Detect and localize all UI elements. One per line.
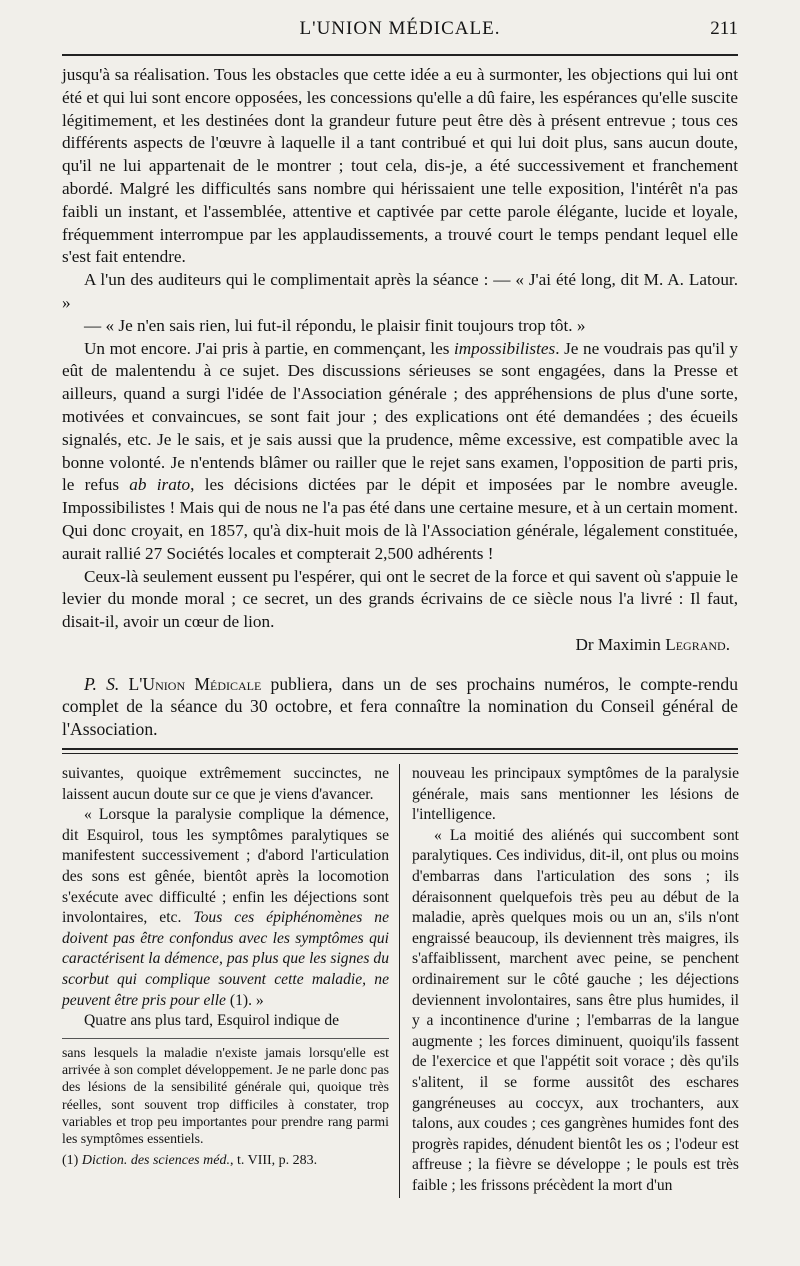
column-rule bbox=[399, 764, 400, 1198]
footnote-number: (1) bbox=[62, 1152, 79, 1168]
running-header bbox=[62, 18, 738, 46]
paragraph: — « Je n'en sais rien, lui fut-il répondu, le plaisir finit toujours trop tôt. » bbox=[84, 315, 586, 335]
citation-title: Diction. des sciences méd. bbox=[81, 1152, 230, 1168]
ps-text: publiera, dans un de ses prochains numéros, le compte-rendu complet de la séance du 30 octobre, et fera connaître la nomination du Conseil général de l'Association. bbox=[62, 673, 738, 739]
emphasis: impossibilistes bbox=[453, 338, 556, 358]
ps-journal-name: L'Union Médicale bbox=[128, 673, 262, 694]
right-column bbox=[412, 764, 739, 1196]
footnote-reference bbox=[62, 1152, 389, 1169]
left-column bbox=[62, 764, 389, 1169]
paragraph: Quatre ans plus tard, Esquirol indique de bbox=[84, 1012, 340, 1030]
paragraph bbox=[62, 338, 738, 566]
footnote-continuation: sans lesquels la maladie n'existe jamais lorsqu'elle est arrivée à son complet développement. Je ne parle donc pas des lésions de la sensibilité générale qui, quoique très réelles, sont souvent trop difficiles à constater, trop variables et trop peu importantes pour prendre rang parmi les symptômes essentiels. bbox=[62, 1044, 389, 1147]
paragraph: suivantes, quoique extrêmement succinctes, ne laissent aucun doute sur ce que je viens d'avancer. bbox=[62, 765, 389, 803]
journal-title: L'UNION MÉDICALE. bbox=[299, 18, 501, 39]
text-run: , les décisions dictées par le dépit et imposées par le nombre aveugle. Impossibilistes ! Mais qui de nous ne l'a pas été dans une certaine mesure, et à un certain moment. Qui donc croyait, en 1857, qu'à dix-huit mois de là l'Association générale, légalement constituée, aurait rallié 27 Sociétés locales et compterait 2,500 adhérents ! bbox=[62, 475, 738, 563]
paragraph: A l'un des auditeurs qui le complimentait après la séance : — « J'ai été long, dit M. A. Latour. » bbox=[62, 270, 738, 312]
text-run: Un mot encore. J'ai pris à partie, en commençant, les bbox=[84, 338, 454, 358]
section-divider bbox=[62, 748, 738, 754]
emphasis: ab irato bbox=[129, 475, 191, 495]
paragraph: nouveau les principaux symptômes de la paralysie générale, mais sans mentionner les lésions de l'intelligence. bbox=[412, 765, 739, 824]
signature-name: Legrand. bbox=[665, 634, 730, 654]
postscript bbox=[62, 673, 738, 741]
text-run: . Je ne voudrais pas qu'il y eût de malentendu à ce sujet. Des discussions sérieuses se sont engagées, dans la Presse et ailleurs, quand a surgi l'idée de l'Association générale ; des appréhensions de plus d'une sorte, motivées et convaincues, se sont fait jour ; des explications ont été demandées ; des écueils signalés, etc. Je le sais, et je sais aussi que la prudence, même excessive, est compatible avec la bonne volonté. Je n'entends blâmer ou railler que le rejet sans examen, l'opposition de parti pris, le refus bbox=[62, 338, 739, 495]
paragraph bbox=[62, 805, 389, 1011]
paragraph: jusqu'à sa réalisation. Tous les obstacles que cette idée a eu à surmonter, les objections qui lui ont été et qui lui sont encore opposées, les concessions qu'elle a dû faire, les espérances qu'elle suscite légitimement, et les destinées dont la grandeur future peut être dès à présent entrevue ; tous ces différents aspects de l'œuvre à laquelle il a tant contribué et qui lui doit plus, sans aucun doute, qu'il ne lui appartenait de le montrer ; tout cela, dis-je, a été successivement et franchement abordé. Malgré les difficultés sans nombre qui hérissaient une telle exposition, l'intérêt n'a pas faibli un instant, et l'assemblée, attentive et captivée par cette parole élégante, lucide et loyale, fréquemment interrompue par les applaudissements, a trouvé court le temps pendant lequel elle s'est fait entendre. bbox=[62, 65, 738, 267]
text-run: (1). » bbox=[225, 991, 264, 1009]
footnote-rule bbox=[62, 1038, 389, 1039]
text-run: « Lorsque la paralysie complique la démence, dit Esquirol, tous les symptômes paralytiques se manifestent successivement ; d'abord l'articulation des sons est gênée, bientôt après la locomotion s'exécute avec difficulté ; enfin les déjections sont involontaires, etc. bbox=[62, 806, 389, 927]
author-signature bbox=[62, 634, 730, 657]
article-body bbox=[62, 64, 738, 740]
paragraph: « La moitié des aliénés qui succombent sont paralytiques. Ces individus, dit-il, ont plus ou moins d'embarras dans l'articulation des sons ; ils déraisonnent quelquefois très peu au début de la maladie, après quelques mois ou un an, s'ils n'ont engraissé beaucoup, ils deviennent très maigres, ils s'affaiblissent, marchent avec peine, se penchent ordinairement sur le côté gauche ; les déjections deviennent involontaires, sans être plus humides, il y a incontinence d'urine ; l'embarras de la langue augmente ; les forces diminuent, quoiqu'ils fassent de l'exercice et que l'appétit soit vorace ; dès qu'ils s'alitent, il se forme aussitôt des eschares gangréneuses au coccyx, aux trochanters, aux talons, aux coudes ; ces gangrènes humides font des progrès rapides, dénudent bientôt les os ; l'odeur est affreuse ; la fièvre se développe ; le pouls est très faible ; les frissons précèdent la mort d'un bbox=[412, 826, 739, 1194]
header-rule bbox=[62, 54, 738, 56]
signature-prefix: Dr Maximin bbox=[575, 634, 666, 654]
citation-detail: , t. VIII, p. 283. bbox=[229, 1152, 318, 1168]
ps-label: P. S. bbox=[84, 673, 120, 694]
paragraph: Ceux-là seulement eussent pu l'espérer, qui ont le secret de la force et qui savent où s'appuie le levier du monde moral ; ce secret, un des grands écrivains de ce siècle nous l'a livré : Il faut, disait-il, avoir un cœur de lion. bbox=[62, 566, 738, 632]
page-number: 211 bbox=[710, 18, 738, 39]
emphasis: Tous ces épiphénomènes ne doivent pas être confondus avec les symptômes qui caractérisent la démence, pas plus que les signes du scorbut qui complique souvent cette maladie, ne peuvent être pris pour elle bbox=[62, 909, 390, 1009]
